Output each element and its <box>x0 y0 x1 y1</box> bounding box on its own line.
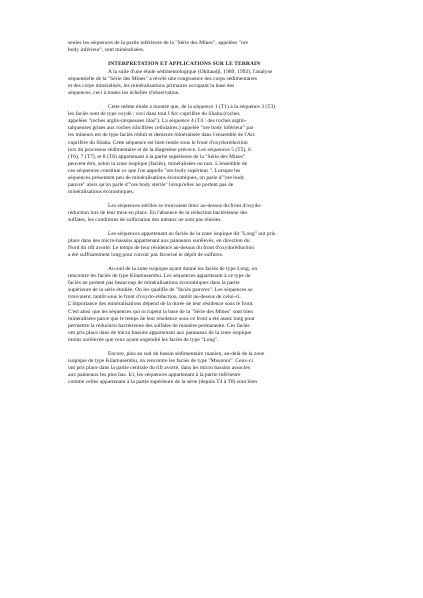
text-line: C'est ainsi que les séquences qui occupent la base de la "Série des Mines" sont bien <box>68 308 253 315</box>
text-line: supérieure de la série étudiée. On les qualifie de "faciès pauvres". Les séquences se <box>68 287 253 294</box>
text-line: séquences, ceci à toutes les échelles d'observation. <box>68 90 180 97</box>
text-line: Nord du rift avorté. Le temps de leur résidence au-dessus du front d'oxydoréduction <box>68 245 254 252</box>
text-line: pauvre" alors qu'on parle d'"ore body stérile" lorsqu'elles ne portent pas de <box>68 181 234 188</box>
intro-paragraph <box>68 40 375 54</box>
paragraph-5 <box>68 266 375 344</box>
text-line: permettre la réduction bactérienne des sulfates de manière permanente. Ces faciès <box>68 322 250 329</box>
text-line: peuvent être, selon la zone isopique (faciès), minéralisées ou non. L'ensemble de <box>68 160 248 167</box>
text-line: trouvaient, tantôt sous le front d'oxydo-réduction, tantôt au-dessus de celui-ci. <box>68 294 241 301</box>
text-line: comme celles appartenant à la partie supérieure de la série (depuis T4 à T8) sont bien <box>68 378 258 385</box>
text-line: moins surélevée que ceux ayant engendré les faciès de type "Long". <box>68 336 219 343</box>
paragraph-6 <box>68 351 375 386</box>
text-line: et des corps minéralisés, les minéralisations primaires occupant la base des <box>68 83 235 90</box>
text-line: séquences présentent peu de minéralisations économiques, on parle d'"ore body <box>68 174 245 181</box>
text-line: isopique de type Kilamusembu, on rencontre les faciès de type "Musonoi". Ceux-ci <box>68 357 253 364</box>
text-line: ont pris place dans la partie centrale du rift avorté, dans les micro bassins associés <box>68 364 250 371</box>
text-line: place dans des micro-bassins appartenant aux panneaux surélevés, en direction du <box>68 238 250 245</box>
text-line: ont pris place dans de micro bassins appartenant aux panneaux de la zone isopique <box>68 329 252 336</box>
section-heading: INTERPRETATION ET APPLICATIONS SUR LE TERRAIN <box>108 61 261 68</box>
text-line: rencontre les faciès de type Kilamusembu. Les séquences appartenant à ce type de <box>68 273 251 280</box>
text-line: Les séquences stériles se trouvaient donc au-dessus du front d'oxydo- <box>108 202 262 209</box>
text-line: les faciès sont de type oxydé ; ceci dans tout l'Arc cuprifère du Shaba (roches <box>68 111 240 118</box>
text-line: Cette même étude a montré que, de la séquence 1 (T1) à la séquence 3 (T3) <box>108 104 276 111</box>
text-line: (T6), 7 (T7), et 8 (T8) appartenant à la partie supérieure de la "Série des Mines" <box>68 153 246 160</box>
text-line: aux panneaux les plus bas. Ici, les séquences appartenant à la partie inférieure <box>68 371 241 378</box>
text-line: cuprifère du Shaba. Cette séquence est bien restée sous le front d'oxydoréduction <box>68 139 248 146</box>
paragraph-1 <box>68 69 375 97</box>
text-line: les mineurs est de type faciès réduit et demeure minéralisée dans l'ensemble de l'Arc <box>68 132 256 139</box>
text-line: A la suite d'une étude sédimentologique (Okitaudji, 1989, 1992), l'analyse <box>108 69 273 76</box>
text-line: faciès ne portent pas beaucoup de minéralisations économiques dans la partie <box>68 280 240 287</box>
text-line: ces séquences constitue ce que l'on appelle "ore body supérieur ". Lorsque les <box>68 167 241 174</box>
text-line: séquentielle de la "Série des Mines" a révélé une congruence des corps sédimentaires <box>68 76 258 83</box>
text-line: appelées "roches argilo-talqueuses lilas"). La séquence 4 (T4 : des roches argilo- <box>68 118 247 125</box>
text-line: L'importance des minéralisations dépend de la durée de leur résidence sous le front. <box>68 301 254 308</box>
text-line: sulfates, les conditions de sulfuration des métaux ne sont pas réunies. <box>68 216 222 223</box>
text-line: minéralisations économiques. <box>68 188 134 195</box>
text-line: body inférieur", sont minéralisées. <box>68 47 145 54</box>
text-line: Les séquences appartenant au faciès de la zone isopique dit "Long" ont pris <box>108 231 276 238</box>
text-line: Au sud de la zone isopique ayant donné les faciès de type Long, on <box>108 266 258 273</box>
text-line: talqueuses grises aux roches silicifiées cellulaires.) appelée "ore body inférieur" par <box>68 125 254 132</box>
text-line: minéralisées parce que le temps de leur résidence sous ce front a été assez long pour <box>68 315 255 322</box>
text-line: seules les séquences de la partie inférieure de la "Série des Mines", appelées "ore <box>68 40 248 46</box>
paragraph-2 <box>68 104 375 196</box>
text-line: a été suffisamment long pour n'avoir pas favorisé le dépôt de sulfures. <box>68 252 224 259</box>
text-line: réduction lors de leur mise en place. En l'absence de la réduction bactérienne des <box>68 209 248 216</box>
paragraph-4 <box>68 231 375 259</box>
text-line: lors du processus sédimentaire et de la diagenèse précoce. Les séquences 5 (T5), 6 <box>68 146 251 153</box>
text-line: Encore, plus au sud du bassin sédimentaire ruanien, au-delà de la zone <box>108 350 265 357</box>
paragraph-3 <box>68 203 375 224</box>
